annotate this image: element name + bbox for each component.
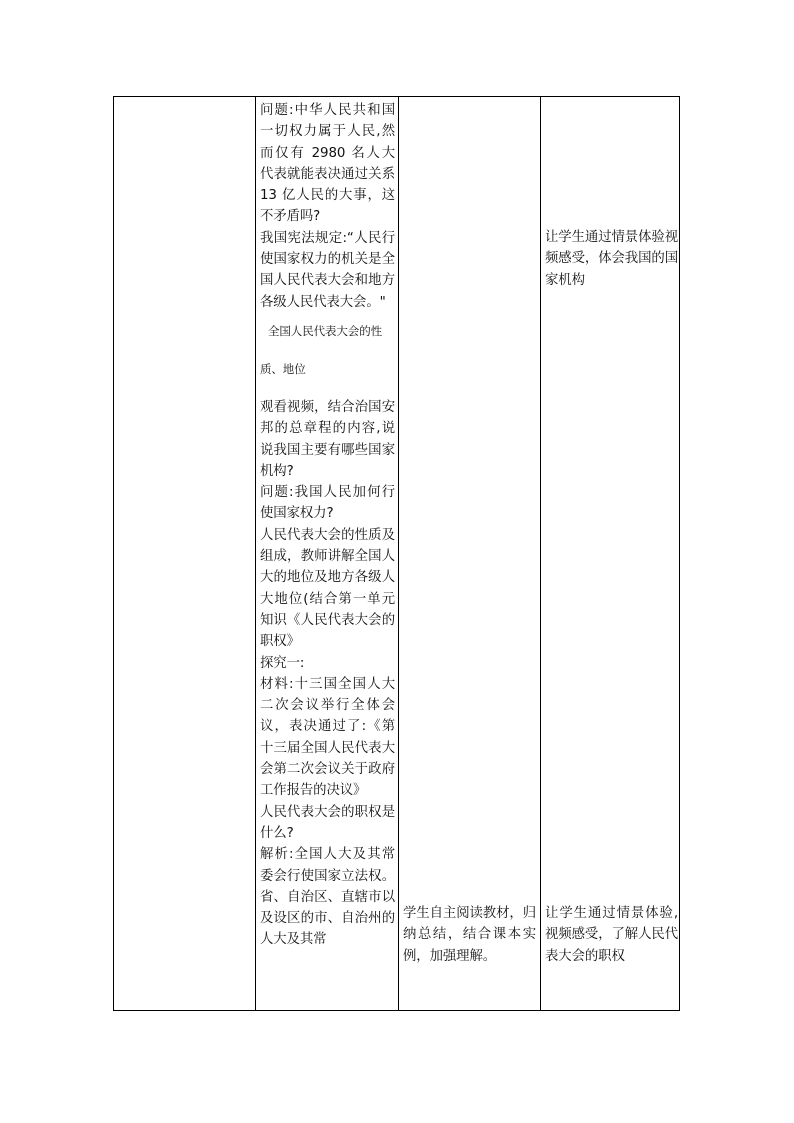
- material-paragraph: 材料:十三国全国人大二次会议举行全体会议，表决通过了:《第十三届全国人民代表大会第二次会议关于政府工作报告的决议》: [260, 676, 395, 799]
- npc-status-heading: 质、地位: [260, 361, 306, 376]
- question-paragraph: 问题:中华人民共和国一切权力属于人民,然而仅有 2980 名人大代表就能表决通过关系 13 亿人民的大事，这不矛盾吗?: [260, 103, 395, 225]
- explanation-paragraph: 人民代表大会的性质及组成，教师讲解全国人大的地位及地方各级人大地位(结合第一单元知识《人民代表大会的职权》: [260, 527, 395, 650]
- lesson-table: [113, 96, 680, 1011]
- constitution-paragraph: 我国宪法规定:“人民行使国家权力的机关是全国人民代表大会和地方各级人民代表大会。": [260, 230, 395, 310]
- design-intent-cell: [540, 227, 681, 291]
- column-divider: [398, 97, 399, 1010]
- student-activity-text: 学生自主阅读教材，归纳总结，结合课本实例，加强理解。: [403, 906, 536, 964]
- question-paragraph: 问题:我国人民加何行使国家权力?: [260, 485, 395, 522]
- analysis-paragraph: 解析:全国人大及其常委会行使国家立法权。省、自治区、直辖市以及设区的市、自治州的人大及其常: [260, 847, 395, 948]
- teaching-content-cell: [255, 97, 398, 1010]
- student-activity-cell: [398, 903, 540, 967]
- question-paragraph: 人民代表大会的职权是什么?: [260, 804, 395, 841]
- video-paragraph: 观看视频，结合治国安邦的总章程的内容,说说我国主要有哪些国家机构?: [260, 399, 395, 479]
- exploration-heading: 探究一:: [260, 655, 305, 671]
- design-intent-text: 让学生通过情景体验,视频感受，了解人民代表大会的职权: [545, 906, 678, 964]
- design-intent-cell: [540, 903, 681, 967]
- design-intent-text: 让学生通过情景体验视频感受，体会我国的国家机构: [545, 230, 678, 288]
- npc-nature-heading: 全国人民代表大会的性: [268, 323, 382, 338]
- empty-cell: [114, 97, 255, 1010]
